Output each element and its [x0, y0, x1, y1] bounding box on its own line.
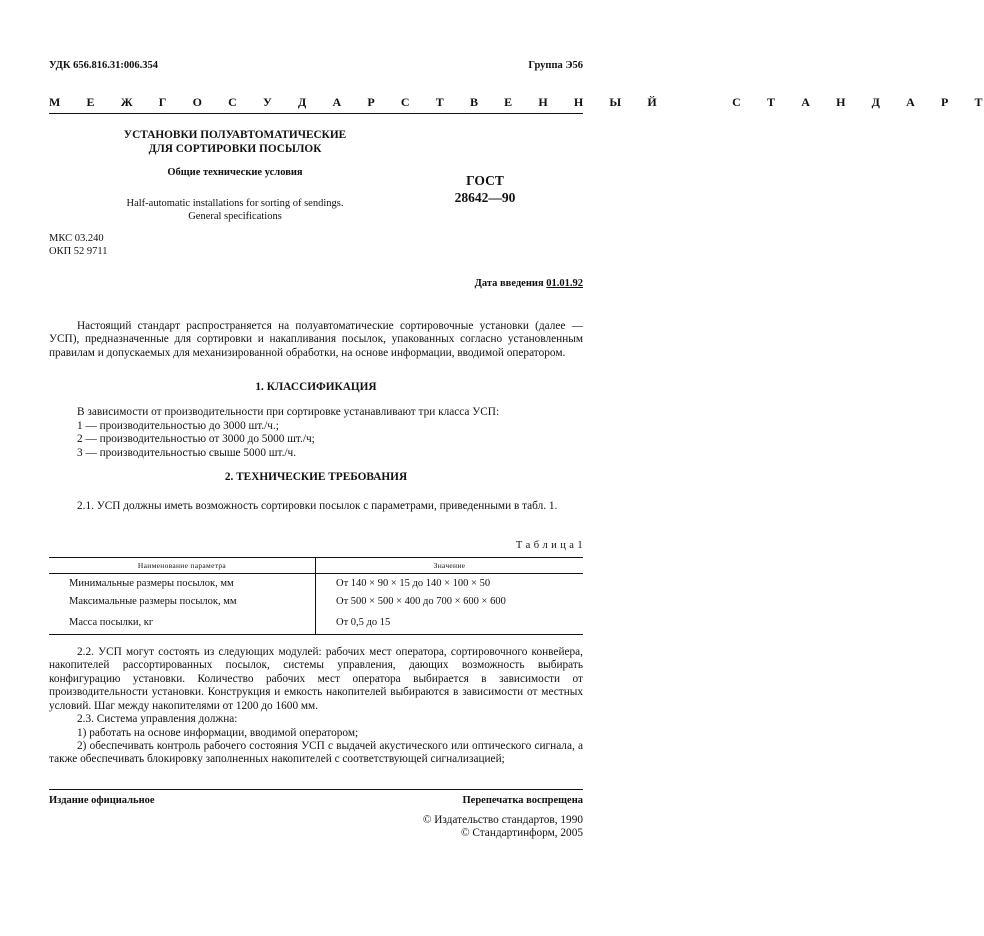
classification-codes — [49, 233, 108, 258]
table-bottom-border — [49, 634, 583, 635]
mks-code: МКС 03.240 — [49, 233, 104, 244]
standard-type: М Е Ж Г О С У Д А Р С Т В Е Н Н Ы Й С Т А Н Д А Р Т — [49, 95, 984, 109]
table-cell: От 500 × 500 × 400 до 700 × 600 × 600 — [316, 592, 584, 610]
intro-date-label: Дата введения — [474, 278, 547, 289]
parameters-table — [49, 557, 583, 634]
subtitle: Общие технические условия — [167, 167, 303, 178]
english-title-line-1: Half-automatic installations for sorting of sendings. — [126, 198, 344, 209]
clause-2-3-item-2: 2) обеспечивать контроль рабочего состояния УСП с выдачей акустического или оптического сигнала, а также обеспечивать блокировку заполненных накопителей с соответствующей сигнализацией; — [49, 740, 583, 766]
official-edition: Издание официальное — [49, 795, 155, 806]
okp-code: ОКП 52 9711 — [49, 245, 108, 257]
reprint-notice: Перепечатка воспрещена — [462, 795, 583, 806]
table-caption: Т а б л и ц а 1 — [515, 540, 583, 551]
table-row — [49, 610, 583, 634]
list-item: 3 — производительностью свыше 5000 шт./ч. — [77, 446, 297, 459]
table-cell: От 140 × 90 × 15 до 140 × 100 × 50 — [316, 574, 584, 593]
copyright-line-2: © Стандартинформ, 2005 — [460, 827, 583, 840]
intro-date-value: 01.01.92 — [546, 278, 583, 289]
english-title — [70, 197, 400, 223]
list-item: 1 — производительностью до 3000 шт./ч.; — [77, 420, 279, 432]
section-1-lead: В зависимости от производительности при сортировке устанавливают три класса УСП: — [77, 406, 500, 418]
table-header-row — [49, 557, 583, 574]
gost-label: ГОСТ — [466, 173, 504, 188]
page-title — [70, 128, 400, 156]
section-1-heading: 1. КЛАССИФИКАЦИЯ — [255, 381, 377, 393]
title-line-2: ДЛЯ СОРТИРОВКИ ПОСЫЛОК — [148, 143, 322, 155]
clause-2-1: 2.1. УСП должны иметь возможность сортировки посылок с параметрами, приведенными в табл. 1. — [77, 500, 558, 512]
clause-2-3: 2.3. Система управления должна: — [77, 713, 238, 725]
table-row — [49, 574, 583, 593]
header-divider — [49, 113, 583, 114]
english-title-line-2: General specifications — [188, 211, 282, 222]
clause-2-3-item-1: 1) работать на основе информации, вводимой оператором; — [77, 726, 359, 739]
table-cell: От 0,5 до 15 — [316, 610, 584, 634]
gost-number: 28642—90 — [454, 190, 516, 205]
table-cell: Максимальные размеры посылок, мм — [69, 595, 237, 607]
intro-paragraph: Настоящий стандарт распространяется на полуавтоматические сортировочные установки (далее — УСП), предназначенные для сортировки и накапливания посылок, упакованных согласно установленным правилам и допускаемых для механизированной обработки, на основе информации, вводимой оператором. — [49, 320, 583, 359]
footer-divider — [49, 789, 583, 790]
group-code: Группа Э56 — [528, 60, 583, 71]
table-row — [49, 592, 583, 610]
copyright-line-1: © Издательство стандартов, 1990 — [422, 814, 583, 826]
udk-code: УДК 656.816.31:006.354 — [49, 60, 158, 71]
intro-date — [475, 278, 583, 289]
clause-2-2: 2.2. УСП могут состоять из следующих модулей: рабочих мест оператора, сортировочного конвейера, накопителей рассортированных посылок, системы управления, дающих возможность выбирать конфигурацию установки. Количество рабочих мест оператора выбирается в зависимости от производительности установки. Конструкция и емкость накопителей выбираются в зависимости от местных условий. Шаг между накопителями от 1200 до 1600 мм. — [49, 646, 583, 712]
list-item: 2 — производительностью от 3000 до 5000 шт./ч; — [77, 433, 315, 446]
table-cell: Минимальные размеры посылок, мм — [69, 577, 234, 589]
table-cell: Масса посылки, кг — [69, 616, 154, 628]
class-list — [77, 420, 315, 460]
title-line-1: УСТАНОВКИ ПОЛУАВТОМАТИЧЕСКИЕ — [123, 129, 347, 141]
table-header-cell: Значение — [316, 557, 584, 574]
table-header-cell: Наименование параметра — [137, 560, 227, 570]
gost-designation — [430, 172, 540, 206]
section-2-heading: 2. ТЕХНИЧЕСКИЕ ТРЕБОВАНИЯ — [224, 471, 408, 483]
copyright-block — [423, 814, 583, 841]
